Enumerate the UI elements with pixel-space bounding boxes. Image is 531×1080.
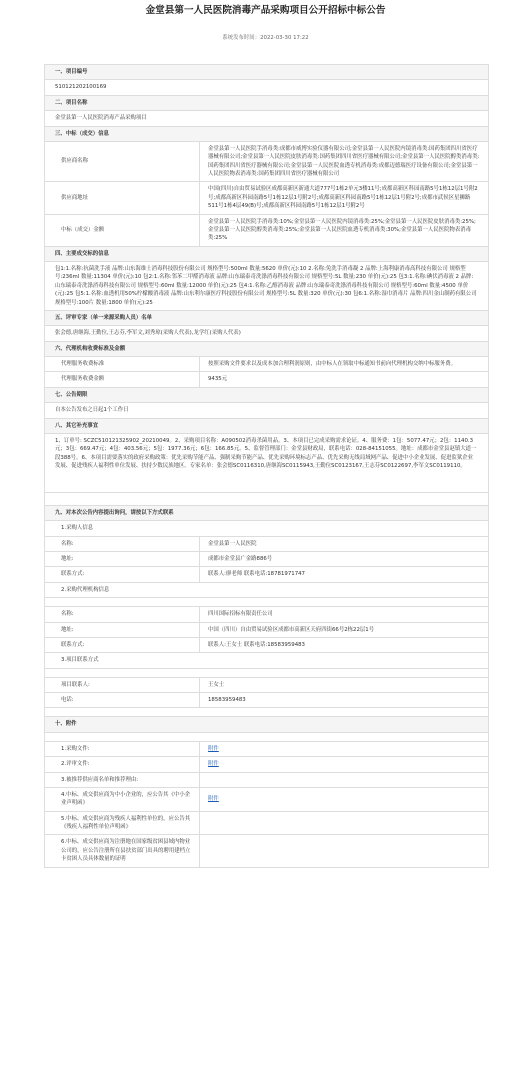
spacer <box>45 598 488 607</box>
spacer <box>45 493 488 506</box>
purchaser-name-label: 名称: <box>45 537 200 551</box>
agency-contact-value: 联系人:王女士 联系电话:18583959483 <box>208 641 305 648</box>
agency-fee-standard-value: 按照采购文件要求以及成本加合理利润原则，由中标人在领取中标通知书前向代理机构交纳中标服务费。 <box>208 361 456 367</box>
agency-fee-amount-row <box>45 372 488 387</box>
award-amount-value: 金堂县第一人民医院手消毒类:10%;金堂县第一人民医院内镜消毒类:25%;金堂县第一人民医院皮肤消毒类:25%;金堂县第一人民医院醇类消毒类:25%;金堂县第一人民医院血透专机消毒类:30%;金堂县第一人民医院物表消毒类:25% <box>208 218 476 242</box>
spacer <box>45 708 488 717</box>
publish-time: 系统发布时间：2022-03-30 17:22 <box>222 35 309 41</box>
attachment-value-empty <box>200 773 488 787</box>
attachment-row-sme-declaration <box>45 788 488 812</box>
experts-value: 张会德,唐继海,王勤位,王志芬,李军文,刘秀琼(采购人代表),龙学红(采购人代表) <box>45 326 488 341</box>
agency-contact-label: 联系方式: <box>45 638 200 652</box>
attachment-row-procurement-docs <box>45 742 488 757</box>
section-heading-project-number: 一、项目编号 <box>45 65 488 80</box>
project-contact-heading: 3.项目联系方式 <box>45 653 488 668</box>
attachment-label-disability-declaration: 5.中标、成交供应商为残疾人福利性单位的，应公告其《残疾人福利性单位声明函》 <box>45 812 200 835</box>
supplementary-value: 1、订单号: SCZC510121325902_20210049。2、采购项目名称：A090502消毒杀菌用品。3、本项目已完成采购需求论证。4、服务费：1包：5077.47元；2包：1140.3元；3包：669.47元；4包：403.56元；5包：1977.36元；6包：166.85元。5、监督管理部门：金堂县财政局，联系电话：028-84151055。地址：成都市金堂县赵镇大道一段388号。6、本项目需要落实的政府采购政策：优先采购节能产品、强制采购节能产品、优先采购环境标志产品、优先采购无线局域网产品、促进中小企业发展、促进监狱企业发展、促进残疾人福利性单位发展、扶持少数民族地区。专家名单：张会德SC0116310,唐继海SC0115943,王勤位SC0123167,王志芬SC0122697,李军文SC0119110。 <box>45 434 488 493</box>
agency-contact-row <box>45 638 488 653</box>
attachment-link-procurement-docs[interactable]: 附件 <box>208 745 219 752</box>
award-amount-label: 中标（成交）金额 <box>45 215 200 246</box>
project-contact-person-row <box>45 678 488 693</box>
purchaser-address-label: 地址: <box>45 552 200 566</box>
purchaser-contact-label: 联系方式: <box>45 567 200 581</box>
award-amount-row <box>45 215 488 247</box>
attachment-value-empty <box>200 812 488 835</box>
purchaser-name-value: 金堂县第一人民医院 <box>208 540 257 547</box>
project-contact-phone-label: 电话: <box>45 693 200 707</box>
project-name: 金堂县第一人民医院消毒产品采购项目 <box>45 111 488 126</box>
attachment-row-review-docs <box>45 757 488 772</box>
project-number: 510121202100169 <box>45 80 488 95</box>
agency-name-row <box>45 607 488 622</box>
attachment-link-review-docs[interactable]: 附件 <box>208 761 219 768</box>
attachment-row-recommended-suppliers <box>45 773 488 788</box>
agency-address-row <box>45 623 488 638</box>
attachment-row-poverty-certificate <box>45 835 488 866</box>
supplier-address-label: 供应商地址 <box>45 182 200 213</box>
agency-name-value: 四川国际招标有限责任公司 <box>208 611 273 618</box>
section-heading-agency-fee: 六、代理机构收费标准及金额 <box>45 342 488 357</box>
section-heading-award-info: 三、中标（成交）信息 <box>45 127 488 142</box>
purchaser-address-value: 成都市金堂县广金路886号 <box>208 556 273 562</box>
supplier-address-row <box>45 182 488 214</box>
project-contact-person-label: 项目联系人: <box>45 678 200 692</box>
purchaser-name-row <box>45 537 488 552</box>
agency-fee-amount-value: 9435元 <box>208 376 228 383</box>
attachment-label-sme-declaration: 4.中标、成交供应商为中小企业的，应公告其《中小企业声明函》 <box>45 788 200 811</box>
project-contact-phone-row <box>45 693 488 708</box>
attachment-link-sme-declaration[interactable]: 附件 <box>208 796 219 803</box>
attachment-label-procurement-docs: 1.采购文件: <box>45 742 200 756</box>
supplier-name-row <box>45 142 488 183</box>
supplier-name-value: 金堂县第一人民医院手消毒类:成都市威博实验仪器有限公司;金堂县第一人民医院内镜消毒类:国药集团四川省医疗器械有限公司;金堂县第一人民医院皮肤消毒类:国药集团四川省医疗器械有限公司;金堂县第一人民医院醇类消毒类:国药集团四川省医疗器械有限公司;金堂县第一人民医院血透专机消毒类:成都迈德瑞医疗设备有限公司;金堂县第一人民医院物表消毒类:国药集团四川省医疗器械有限公司 <box>208 145 480 177</box>
section-heading-contact: 九、对本次公告内容提出询问，请按以下方式联系 <box>45 506 488 521</box>
supplier-name-label: 供应商名称 <box>45 142 200 182</box>
main-items-value: 包1:1.名称:抗菌洗手液 品牌:山东海维士消毒科技股份有限公司 规格型号:500ml 数量:5620 单价(元):10 2.名称:免洗手消毒凝 2 品牌:上海利康消毒高科技有限公司 规格型号:236ml 数量:11304 单价(元):10 包2:1.名称:邻苯二甲醛消毒液 品牌:山东瑞泰奇洗涤消毒科技有限公司 规格型号:5L 数量:230 单价(元):25 包3:1.名称:碘伏消毒液 2 品牌:山东瑞泰奇洗涤消毒科技有限公司 规格型号:60ml 数量:12000 单价(元):25 包4:1.名称:乙醇消毒液 品牌:山东瑞泰奇洗涤消毒科技有限公司 规格型号:60ml 数量:4500 单价(元):25 包5:1.名称:血透机用50%柠檬酸消毒液 品牌:山东利尔康医疗科技股份有限公司 规格型号:5L 数量:320 单价(元):30 包6:1.名称:湿巾消毒片 品牌:四川金山制药有限公司 规格型号:100片 数量:1800 单价(元):25 <box>45 262 488 311</box>
spacer <box>45 669 488 678</box>
attachment-row-disability-declaration <box>45 812 488 836</box>
section-heading-attachments: 十、附件 <box>45 717 488 732</box>
purchaser-info-heading: 1.采购人信息 <box>45 521 488 536</box>
agency-address-label: 地址: <box>45 623 200 637</box>
agency-name-label: 名称: <box>45 607 200 621</box>
agency-fee-standard-label: 代理服务收费标准 <box>45 357 200 371</box>
purchaser-address-row <box>45 552 488 567</box>
project-contact-person-value: 王女士 <box>208 681 225 688</box>
agency-fee-standard-row <box>45 357 488 372</box>
section-heading-supplementary: 八、其它补充事宜 <box>45 419 488 434</box>
attachment-label-poverty-certificate: 6.中标、成交供应商为注册地在国家级贫困县域内物业公司的，应公告注册所在县扶贫部门出具的聘用建档立卡贫困人员具体数量的证明 <box>45 835 200 866</box>
attachment-value-empty <box>200 835 488 866</box>
purchaser-contact-value: 联系人:廖老师 联系电话:18781971747 <box>208 571 305 578</box>
agency-address-value: 中国（四川）自由贸易试验区成都市高新区天府四街66号2栋22层1号 <box>208 626 375 633</box>
agency-fee-amount-label: 代理服务收费金额 <box>45 372 200 386</box>
section-heading-experts: 五、评审专家（单一来源采购人员）名单 <box>45 311 488 326</box>
supplier-address-value: 中国(四川)自由贸易试验区成都高新区新通大道777号1栋2单元3楼11号;成都高新区科园南路5号1栋12层1号附2号;成都高新区科园南路5号1栋12层1号附2号;成都高新区科园南路5号1栋12层1号附2号;成都市武侯区星狮路511号1栋4层49(B)号;成都高新区科园南路5号1栋12层1号附2号 <box>208 186 478 210</box>
attachment-label-recommended-suppliers: 3.被推荐供应商名单和推荐理由: <box>45 773 200 787</box>
project-contact-phone-value: 18583959483 <box>208 697 246 703</box>
section-heading-project-name: 二、项目名称 <box>45 96 488 111</box>
section-heading-notice-period: 七、公告期限 <box>45 388 488 403</box>
agency-info-heading: 2.采购代理机构信息 <box>45 583 488 598</box>
attachment-label-review-docs: 2.评审文件: <box>45 757 200 771</box>
purchaser-contact-row <box>45 567 488 582</box>
page-title: 金堂县第一人民医院消毒产品采购项目公开招标中标公告 <box>145 5 386 16</box>
section-heading-main-items: 四、主要成交标的信息 <box>45 247 488 262</box>
announcement-table <box>44 64 489 868</box>
spacer <box>45 733 488 742</box>
notice-period-value: 自本公告发布之日起1个工作日 <box>45 403 488 418</box>
